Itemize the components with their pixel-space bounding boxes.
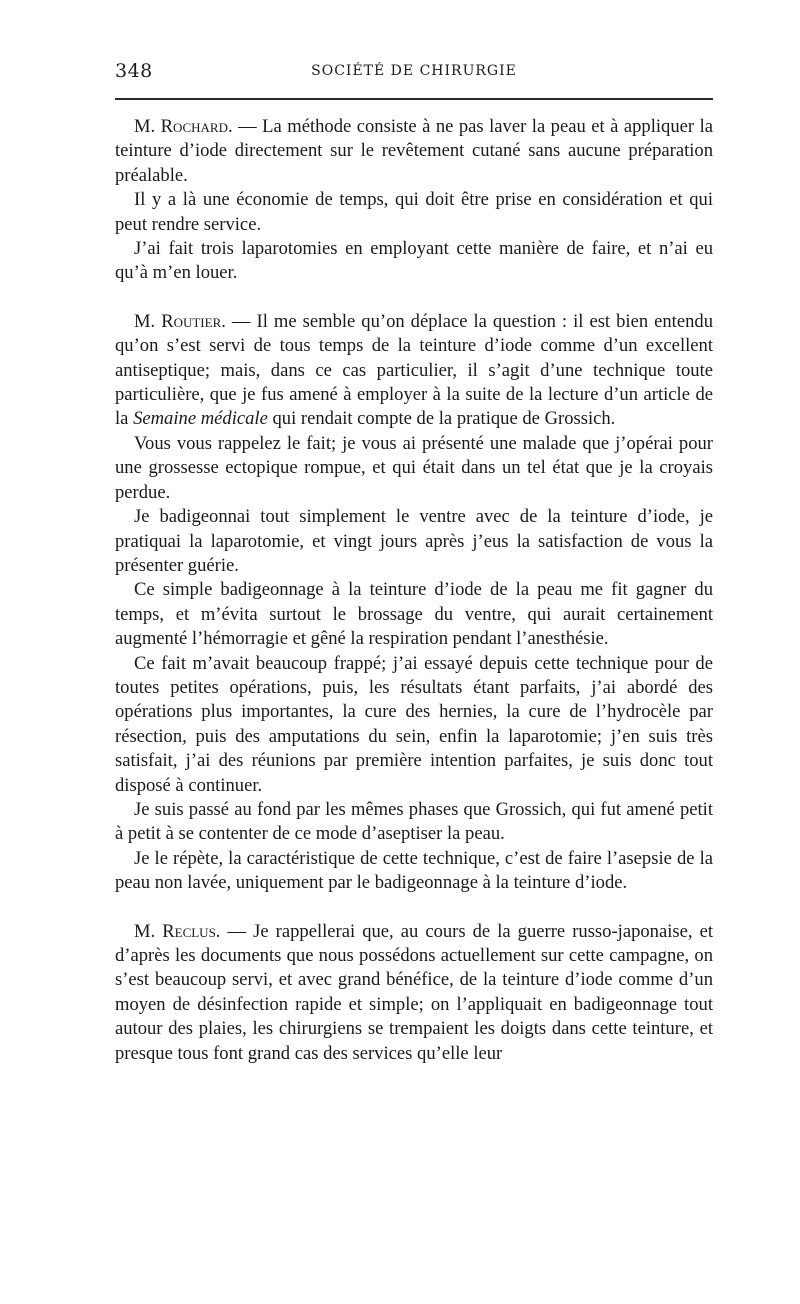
journal-title: Semaine médicale — [133, 408, 268, 430]
running-title: SOCIÉTÉ DE CHIRURGIE — [311, 63, 517, 79]
running-head — [115, 60, 713, 86]
speaker-name: M. Rochard. — [134, 116, 233, 137]
paragraph: Je suis passé au fond par les mêmes phases que Grossich, qui fut amené petit à petit à se contenter de ce mode d’aseptiser la peau. — [115, 798, 713, 845]
speaker-name: M. Routier. — [134, 310, 226, 332]
paragraph-rochard — [115, 115, 713, 188]
paragraph-routier — [115, 310, 713, 432]
paragraph-text: — Il me semble qu’on déplace la question : il est bien entendu qu’on s’est servi de tous temps de la teinture d’iode comme d’un excellent antiseptique; mais, dans ce cas particulier, il s’agit d’une technique toute particulière, que je fus amené à employer à la suite de la lecture d’un article de la — [115, 310, 713, 430]
paragraph-reclus — [115, 920, 713, 1066]
paragraph: Ce simple badigeonnage à la teinture d’iode de la peau me fit gagner du temps, et m’évita surtout le brossage du ventre, qui aurait certainement augmenté l’hémorragie et gêné la respiration pendant l’anesthésie. — [115, 579, 713, 650]
paragraph: Vous vous rappelez le fait; je vous ai présenté une malade que j’opérai pour une grossesse ectopique rompue, et qui était dans un tel état que je la croyais perdue. — [115, 432, 713, 503]
paragraph: Il y a là une économie de temps, qui doit être prise en considération et qui peut rendre service. — [115, 189, 713, 235]
paragraph: Je badigeonnai tout simplement le ventre avec de la teinture d’iode, je pratiquai la laparotomie, et vingt jours après j’eus la satisfaction de vous la présenter guérie. — [115, 506, 713, 576]
body-text — [115, 115, 713, 1066]
book-page — [115, 0, 713, 1304]
header-rule — [115, 98, 713, 100]
paragraph: J’ai fait trois laparotomies en employant cette manière de faire, et n’ai eu qu’à m’en louer. — [115, 238, 713, 284]
paragraph-text: qui rendait compte de la pratique de Grossich. — [267, 408, 616, 430]
paragraph: Je le répète, la caractéristique de cette technique, c’est de faire l’asepsie de la peau non lavée, uniquement par le badigeonnage à la teinture d’iode. — [115, 847, 713, 894]
paragraph: Ce fait m’avait beaucoup frappé; j’ai essayé depuis cette technique pour de toutes petites opérations, puis, les résultats étant parfaits, j’ai abordé des opérations plus importantes, la cure des hernies, la cure de l’hydrocèle par résection, puis des amputations du sein, enfin la laparotomie; j’en suis très satisfait, j’ai des réunions par première intention parfaites, je suis donc tout disposé à continuer. — [115, 652, 713, 796]
paragraph-text: — Je rappellerai que, au cours de la guerre russo-japonaise, et d’après les documents que nous possédons actuellement sur cette campagne, on s’est beaucoup servi, et avec grand bénéfice, de la teinture d’iode comme d’un moyen de désinfection rapide et simple; on l’appliquait en badigeonnage tout autour des plaies, les chirurgiens se trempaient les doigts dans cette teinture, et presque tous font grand cas des services qu’elle leur — [115, 920, 713, 1064]
page-number: 348 — [115, 60, 153, 82]
paragraph-text: — La méthode consiste à ne pas laver la peau et à appliquer la teinture d’iode directement sur le revêtement cutané sans aucune préparation préalable. — [115, 116, 713, 186]
speaker-name: M. Reclus. — [134, 920, 221, 942]
